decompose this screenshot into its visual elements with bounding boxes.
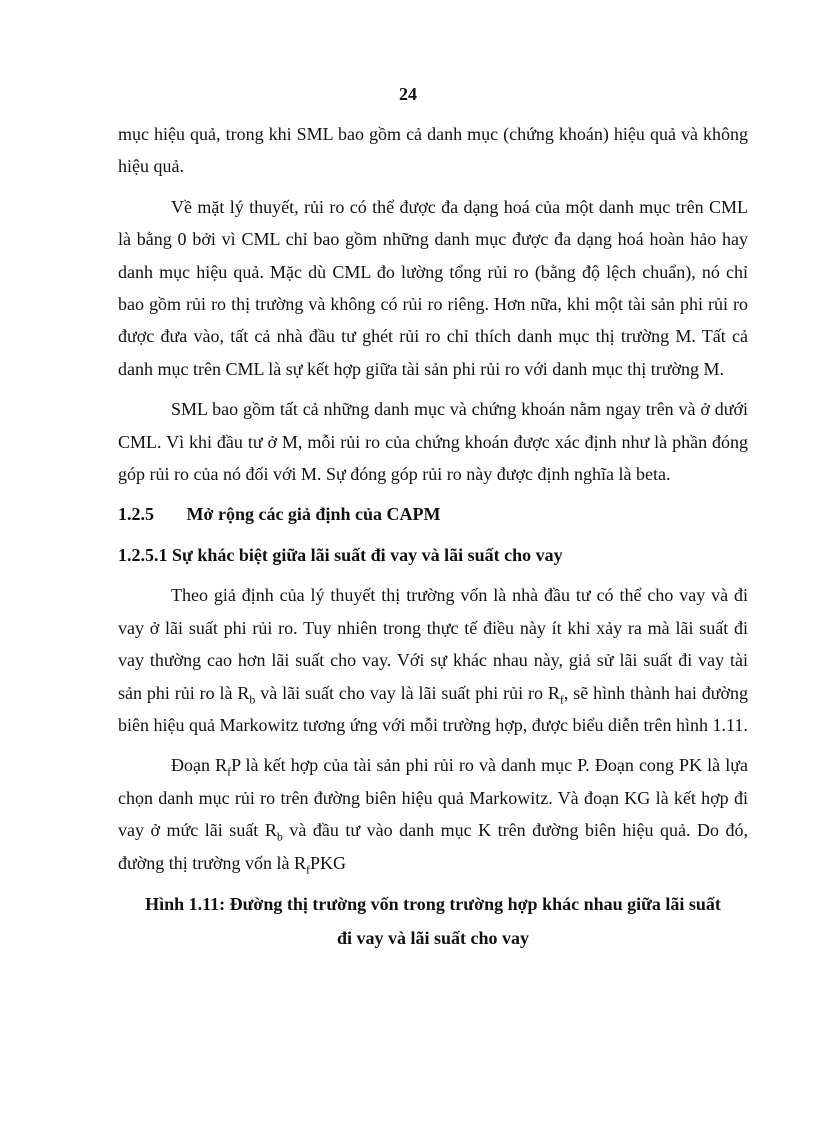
text-run: Theo giả định của lý thuyết thị trường vốn là nhà đầu tư có thể cho vay và đi vay ở lãi suất phi rủi ro. Tuy nhiên trong thực tế điều này ít khi xảy ra mà lãi suất đi vay thường cao hơn lãi suất cho vay. Với sự khác nhau này, giả sử lãi suất đi vay tài sản phi rủi ro là R (118, 585, 748, 703)
subscript: b (249, 692, 256, 707)
caption-line-1: Hình 1.11: Đường thị trường vốn trong trường hợp khác nhau giữa lãi suất (145, 893, 721, 914)
text-run: và lãi suất cho vay là lãi suất phi rủi ro R (255, 682, 560, 703)
paragraph-cml-risk: Về mặt lý thuyết, rủi ro có thể được đa dạng hoá của một danh mục trên CML là bằng 0 bởi vì CML chỉ bao gồm những danh mục được đa dạng hoá hoàn hảo hay danh mục hiệu quả. Mặc dù CML đo lường tổng rủi ro (bằng độ lệch chuẩn), nó chỉ bao gồm rủi ro thị trường và không có rủi ro riêng. Hơn nữa, khi một tài sản phi rủi ro được đưa vào, tất cả nhà đầu tư ghét rủi ro chỉ thích danh mục thị trường M. Tất cả danh mục trên CML là sự kết hợp giữa tài sản phi rủi ro với danh mục thị trường M. (118, 196, 748, 379)
continuation-paragraph: mục hiệu quả, trong khi SML bao gồm cả danh mục (chứng khoán) hiệu quả và không hiệu quả. (118, 124, 748, 177)
caption-line-2: đi vay và lãi suất cho vay (336, 927, 530, 948)
section-title: Mở rộng các giả định của CAPM (186, 504, 441, 525)
text-run: , sẽ hình thành hai đường biên hiệu quả Markowitz tương ứng với mỗi trường hợp, được biểu diễn trên hình 1.11. (118, 682, 749, 735)
section-heading-1-2-5-1: 1.2.5.1 Sự khác biệt giữa lãi suất đi vay và lãi suất cho vay (118, 544, 563, 565)
subscript: f (306, 862, 311, 877)
text-run: Đoạn R (171, 755, 228, 776)
paragraph-rfpkg (118, 749, 748, 879)
page-content (118, 118, 748, 955)
text-run: PKG (310, 852, 347, 873)
section-number: 1.2.5 (118, 504, 154, 525)
paragraph-borrowing-lending (118, 579, 748, 741)
text-run: P là kết hợp của tài sản phi rủi ro và danh mục P. Đoạn cong PK là lựa chọn danh mục rủi ro trên đường biên hiệu quả Markowitz. Và đoạn KG là kết hợp đi vay ở mức lãi suất R (118, 755, 748, 841)
paragraph-sml: SML bao gồm tất cả những danh mục và chứng khoán nằm ngay trên và ở dưới CML. Vì khi đầu tư ở M, mỗi rủi ro của chứng khoán được xác định như là phần đóng góp rủi ro của nó đối với M. Sự đóng góp rủi ro này được định nghĩa là beta. (118, 399, 748, 485)
page-number: 24 (399, 84, 417, 104)
subscript: b (276, 829, 283, 844)
section-heading-1-2-5 (118, 498, 748, 530)
subscript: f (227, 764, 232, 779)
subscript: f (559, 692, 564, 707)
figure-caption (118, 887, 748, 955)
text-run: và đầu tư vào danh mục K trên đường biên hiệu quả. Do đó, đường thị trường vốn là R (118, 820, 749, 873)
